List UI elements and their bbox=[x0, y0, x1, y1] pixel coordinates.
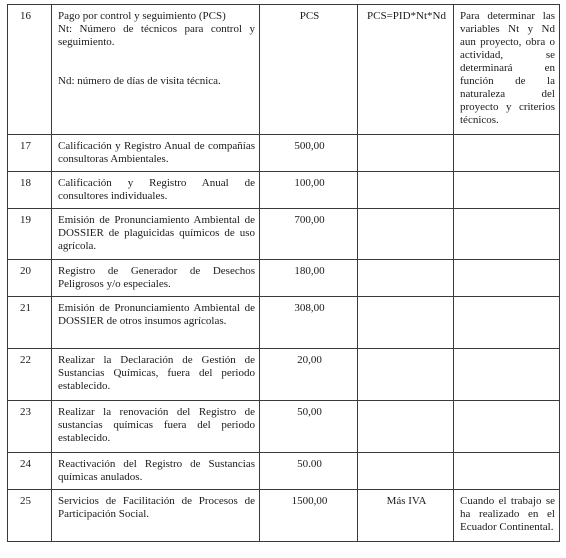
table-row bbox=[8, 209, 560, 260]
row-value: 500,00 bbox=[260, 135, 358, 172]
row-description: Registro de Generador de Desechos Peligrosos y/o especiales. bbox=[52, 260, 260, 297]
row-value: 700,00 bbox=[260, 209, 358, 260]
row-formula bbox=[358, 209, 454, 260]
row-observation bbox=[454, 209, 560, 260]
row-formula bbox=[358, 349, 454, 401]
row-formula bbox=[358, 172, 454, 209]
row-observation: Para determinar las variables Nt y Nd aun proyecto, obra o actividad, se determinará en función de la naturaleza del proyecto y criterios técnicos. bbox=[454, 5, 560, 135]
row-value: 180,00 bbox=[260, 260, 358, 297]
row-value: 20,00 bbox=[260, 349, 358, 401]
description-line: Nd: número de días de visita técnica. bbox=[58, 75, 221, 87]
table-row bbox=[8, 349, 560, 401]
row-value: 50.00 bbox=[260, 453, 358, 490]
row-observation bbox=[454, 349, 560, 401]
row-number: 25 bbox=[8, 490, 52, 542]
row-value: 1500,00 bbox=[260, 490, 358, 542]
row-observation bbox=[454, 297, 560, 349]
row-formula bbox=[358, 453, 454, 490]
row-number: 18 bbox=[8, 172, 52, 209]
row-number: 17 bbox=[8, 135, 52, 172]
table-row bbox=[8, 453, 560, 490]
table-row bbox=[8, 297, 560, 349]
row-number: 24 bbox=[8, 453, 52, 490]
description-line: Nt: Número de técnicos para control y seguimiento. bbox=[58, 23, 255, 48]
row-formula bbox=[358, 401, 454, 453]
row-description: Emisión de Pronunciamiento Ambiental de DOSSIER de plaguicidas químicos de uso agrícola. bbox=[52, 209, 260, 260]
fees-table bbox=[7, 4, 560, 542]
row-observation bbox=[454, 260, 560, 297]
row-description: Calificación y Registro Anual de consultores individuales. bbox=[52, 172, 260, 209]
row-number: 16 bbox=[8, 5, 52, 135]
row-number: 20 bbox=[8, 260, 52, 297]
row-observation bbox=[454, 172, 560, 209]
row-description bbox=[52, 5, 260, 135]
description-line: Pago por control y seguimiento (PCS) bbox=[58, 10, 226, 22]
table-row bbox=[8, 260, 560, 297]
table-row bbox=[8, 135, 560, 172]
row-value: 308,00 bbox=[260, 297, 358, 349]
row-observation bbox=[454, 453, 560, 490]
row-description: Reactivación del Registro de Sustancias químicas anulados. bbox=[52, 453, 260, 490]
row-description: Servicios de Facilitación de Procesos de Participación Social. bbox=[52, 490, 260, 542]
row-formula bbox=[358, 297, 454, 349]
row-value: PCS bbox=[260, 5, 358, 135]
row-number: 23 bbox=[8, 401, 52, 453]
table-row bbox=[8, 490, 560, 542]
row-description: Realizar la Declaración de Gestión de Sustancias Químicas, fuera del periodo establecido. bbox=[52, 349, 260, 401]
row-description: Emisión de Pronunciamiento Ambiental de DOSSIER de otros insumos agrícolas. bbox=[52, 297, 260, 349]
table-row bbox=[8, 5, 560, 135]
table-row bbox=[8, 172, 560, 209]
row-formula bbox=[358, 135, 454, 172]
row-value: 100,00 bbox=[260, 172, 358, 209]
row-number: 19 bbox=[8, 209, 52, 260]
row-number: 21 bbox=[8, 297, 52, 349]
row-formula: Más IVA bbox=[358, 490, 454, 542]
row-value: 50,00 bbox=[260, 401, 358, 453]
row-description: Realizar la renovación del Registro de sustancias químicas fuera del periodo establecido. bbox=[52, 401, 260, 453]
row-description: Calificación y Registro Anual de compañías consultoras Ambientales. bbox=[52, 135, 260, 172]
row-number: 22 bbox=[8, 349, 52, 401]
table-row bbox=[8, 401, 560, 453]
row-formula: PCS=PID*Nt*Nd bbox=[358, 5, 454, 135]
row-formula bbox=[358, 260, 454, 297]
row-observation bbox=[454, 135, 560, 172]
row-observation bbox=[454, 401, 560, 453]
row-observation: Cuando el trabajo se ha realizado en el Ecuador Continental. bbox=[454, 490, 560, 542]
